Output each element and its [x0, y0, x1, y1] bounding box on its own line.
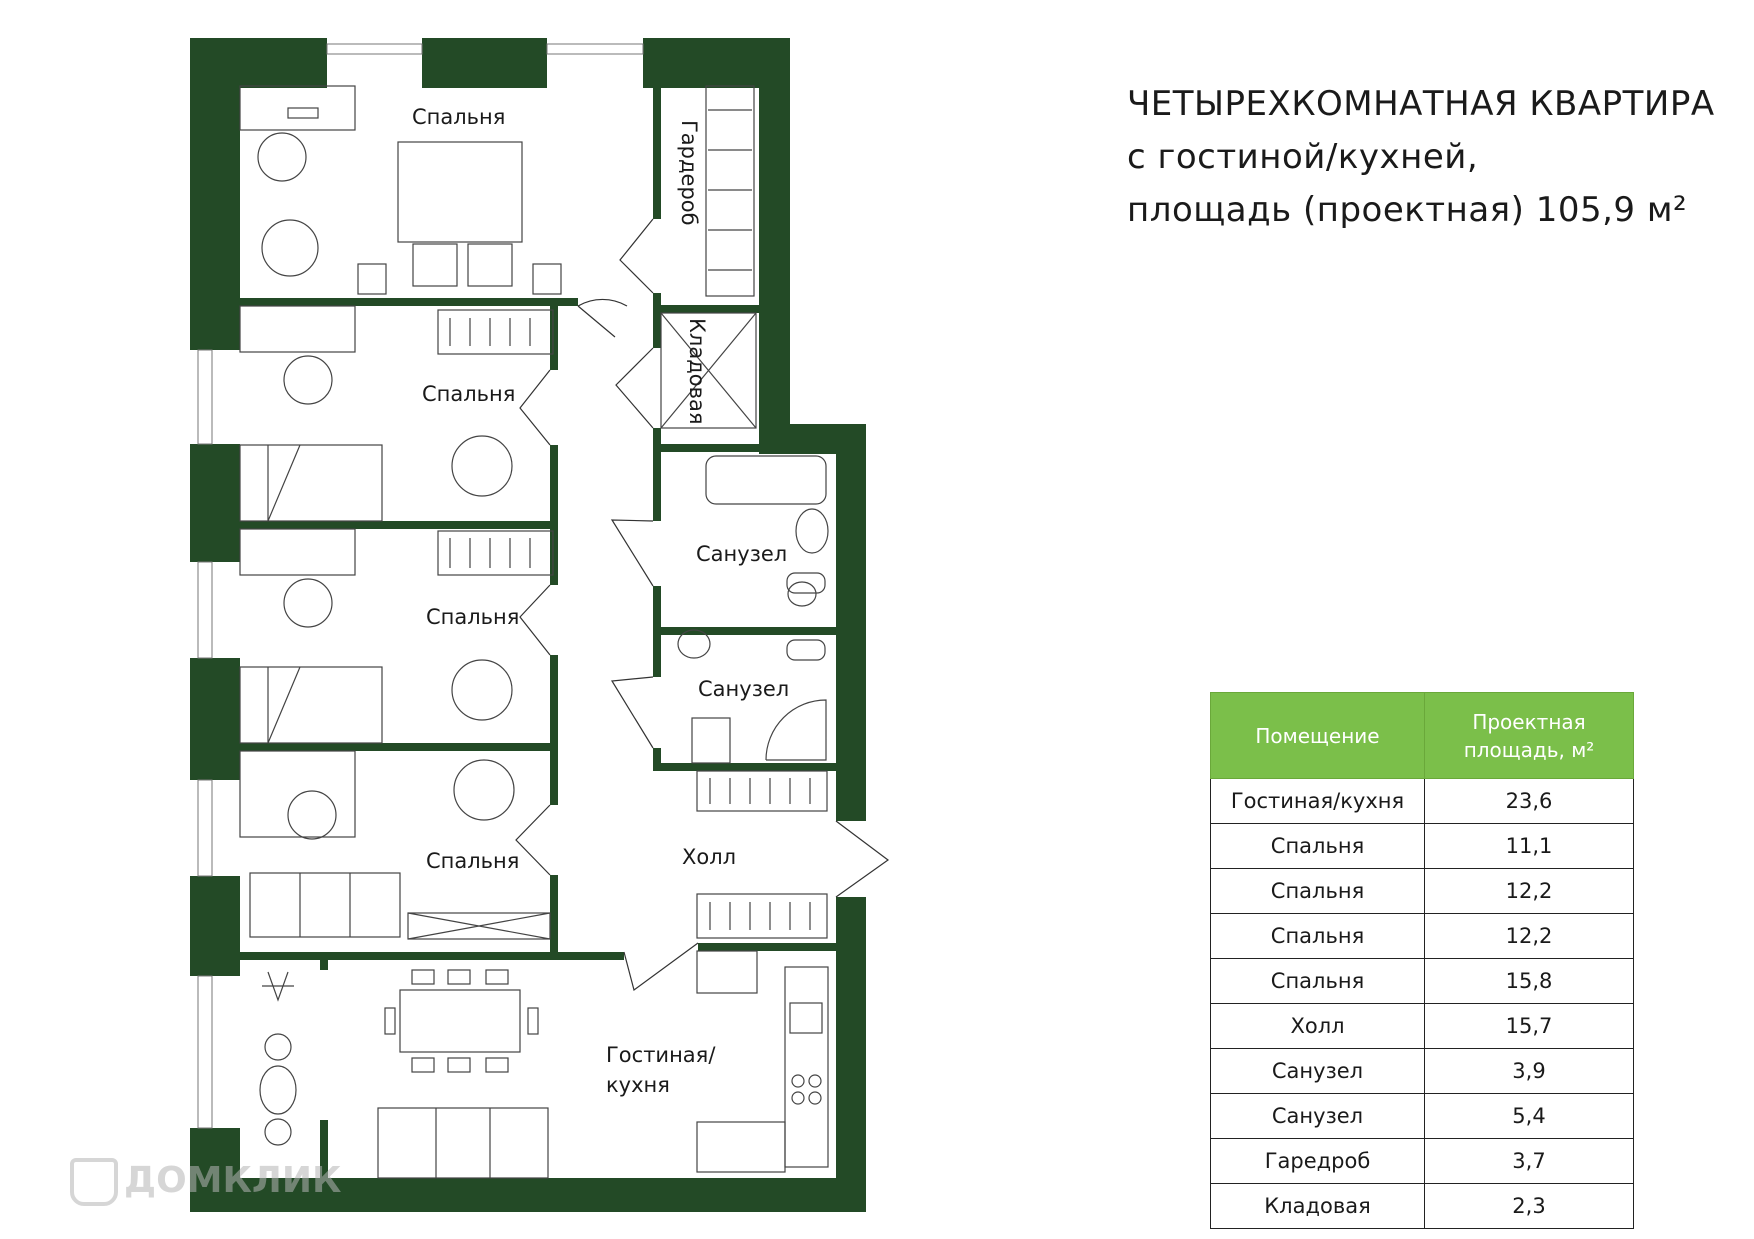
room-label-living-2: кухня — [606, 1073, 670, 1097]
room-area-cell: 5,4 — [1425, 1094, 1634, 1139]
room-area-cell: 15,7 — [1425, 1004, 1634, 1049]
room-name-cell: Холл — [1211, 1004, 1425, 1049]
table-row — [1211, 1184, 1634, 1229]
windows — [198, 44, 643, 1128]
room-label-bath-2: Санузел — [698, 677, 790, 701]
table-row — [1211, 1139, 1634, 1184]
title-line-1: ЧЕТЫРЕХКОМНАТНАЯ КВАРТИРА — [1127, 84, 1715, 124]
table-row — [1211, 1049, 1634, 1094]
area-table — [1210, 692, 1634, 1229]
room-name-cell: Спальня — [1211, 914, 1425, 959]
room-label-bedroom-2: Спальня — [422, 382, 516, 406]
watermark-text: ДОМКЛИК — [124, 1160, 342, 1201]
room-area-cell: 3,9 — [1425, 1049, 1634, 1094]
room-label-wardrobe: Гардероб — [677, 120, 701, 226]
room-name-cell: Санузел — [1211, 1049, 1425, 1094]
table-row — [1211, 914, 1634, 959]
room-label-bedroom-1: Спальня — [412, 105, 506, 129]
header-area-line-2: площадь, м² — [1463, 737, 1595, 762]
room-label-storage: Кладовая — [685, 318, 709, 425]
room-area-cell: 12,2 — [1425, 869, 1634, 914]
header-area-line-1: Проектная — [1472, 709, 1586, 734]
table-row — [1211, 1094, 1634, 1139]
room-label-bedroom-3: Спальня — [426, 605, 520, 629]
table-row — [1211, 1004, 1634, 1049]
room-area-cell: 15,8 — [1425, 959, 1634, 1004]
room-name-cell: Кладовая — [1211, 1184, 1425, 1229]
title-line-2: с гостиной/кухней, — [1127, 137, 1479, 177]
header-room: Помещение — [1211, 693, 1425, 779]
room-name-cell: Спальня — [1211, 869, 1425, 914]
table-row — [1211, 869, 1634, 914]
exterior-walls — [190, 38, 866, 1212]
table-row — [1211, 824, 1634, 869]
room-area-cell: 3,7 — [1425, 1139, 1634, 1184]
room-name-cell: Гаредроб — [1211, 1139, 1425, 1184]
room-name-cell: Спальня — [1211, 959, 1425, 1004]
room-area-cell: 12,2 — [1425, 914, 1634, 959]
title-line-3: площадь (проектная) 105,9 м² — [1127, 190, 1688, 230]
room-name-cell: Спальня — [1211, 824, 1425, 869]
interior-walls — [240, 86, 838, 1178]
room-area-cell: 2,3 — [1425, 1184, 1634, 1229]
domclick-watermark — [70, 1158, 341, 1206]
room-label-bedroom-4: Спальня — [426, 849, 520, 873]
table-header-row — [1211, 693, 1634, 779]
room-area-cell: 11,1 — [1425, 824, 1634, 869]
room-name-cell: Санузел — [1211, 1094, 1425, 1139]
room-area-cell: 23,6 — [1425, 779, 1634, 824]
room-label-bath-1: Санузел — [696, 542, 788, 566]
header-area — [1425, 693, 1634, 779]
house-icon — [70, 1158, 118, 1206]
room-name-cell: Гостиная/кухня — [1211, 779, 1425, 824]
apartment-title — [1127, 78, 1715, 237]
table-row — [1211, 779, 1634, 824]
room-label-hall: Холл — [682, 845, 737, 869]
room-label-living-1: Гостиная/ — [606, 1043, 716, 1067]
table-row — [1211, 959, 1634, 1004]
